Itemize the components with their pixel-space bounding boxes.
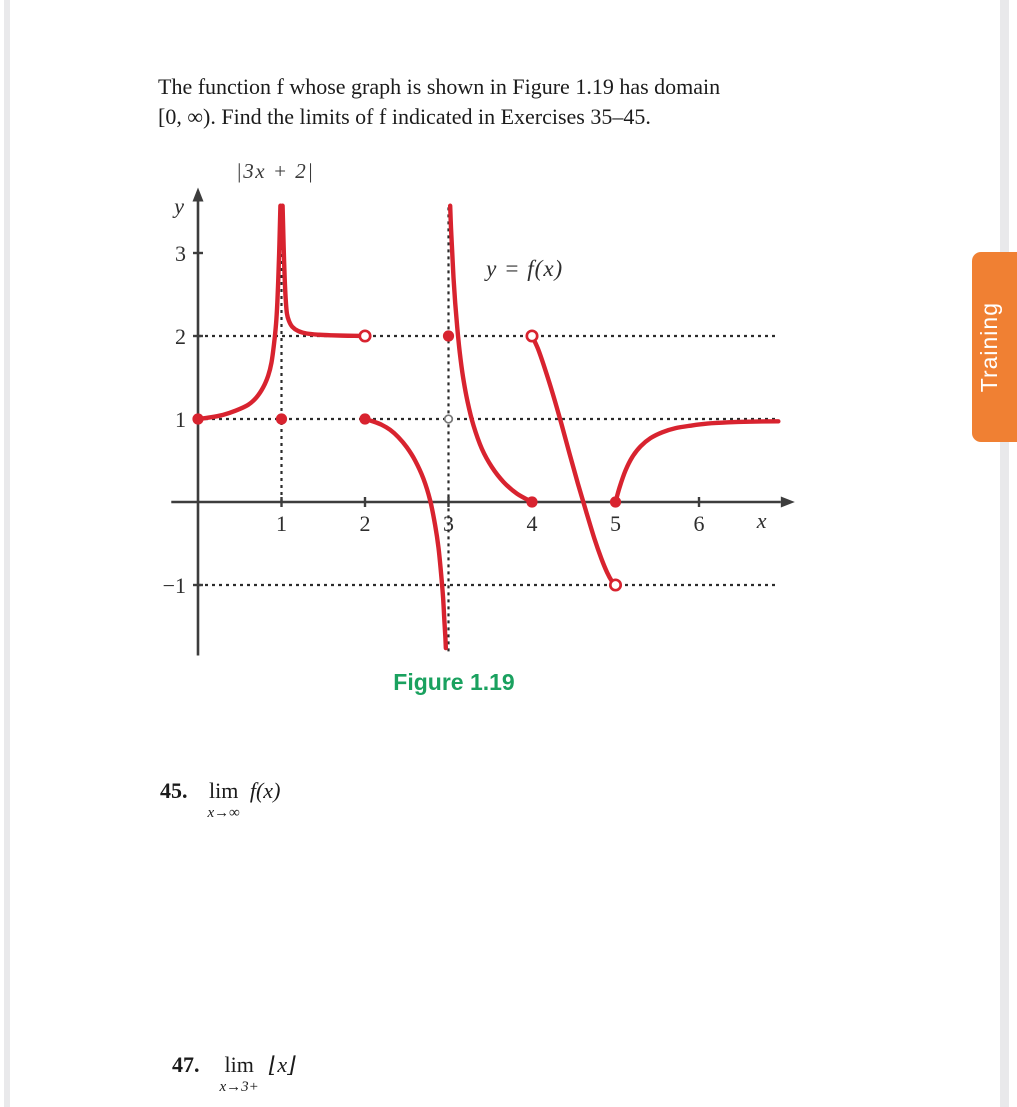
limit-operator: lim bbox=[224, 1052, 254, 1077]
axes bbox=[171, 188, 795, 656]
function-graph-svg bbox=[158, 175, 818, 670]
svg-text:3: 3 bbox=[175, 241, 186, 266]
curve-branch-3-to-4 bbox=[450, 206, 532, 502]
svg-text:3: 3 bbox=[443, 511, 454, 536]
curve-branch-0-to-1 bbox=[198, 206, 280, 419]
svg-text:y: y bbox=[174, 193, 184, 219]
exercise-47 bbox=[172, 1052, 296, 1095]
training-tab-label: Training bbox=[976, 301, 1002, 393]
curve-branch-2-to-3 bbox=[365, 419, 446, 648]
limit-operator: lim bbox=[209, 778, 239, 803]
curve-equation-label: y = f(x) bbox=[486, 256, 564, 282]
figure-graph bbox=[158, 175, 818, 670]
open-point bbox=[610, 580, 620, 590]
cropped-formula-text: |3x + 2| bbox=[236, 159, 315, 183]
open-gray-point bbox=[445, 415, 453, 423]
svg-text:4: 4 bbox=[526, 511, 538, 536]
exercise-45 bbox=[160, 778, 280, 821]
limit-subscript: x→3+ bbox=[219, 1079, 259, 1095]
svg-text:5: 5 bbox=[610, 511, 621, 536]
page-edge-right bbox=[1000, 0, 1009, 1107]
exercise-45-expression: f(x) bbox=[249, 778, 281, 803]
intro-paragraph bbox=[158, 72, 818, 132]
exercise-45-limit bbox=[208, 778, 240, 821]
svg-text:2: 2 bbox=[175, 324, 186, 349]
exercise-47-expression: ⌊x⌋ bbox=[268, 1052, 296, 1077]
open-point bbox=[527, 331, 537, 341]
svg-text:x: x bbox=[756, 508, 767, 533]
page-edge-left bbox=[4, 0, 10, 1107]
exercise-47-limit bbox=[220, 1052, 259, 1095]
svg-text:−1: −1 bbox=[162, 573, 186, 598]
figure-caption: Figure 1.19 bbox=[393, 669, 515, 695]
curve-branch-5-to-inf bbox=[616, 421, 779, 502]
closed-point bbox=[192, 413, 203, 424]
closed-point bbox=[359, 413, 370, 424]
limit-subscript: x→∞ bbox=[207, 805, 240, 821]
cropped-formula bbox=[236, 159, 356, 186]
closed-point bbox=[526, 496, 537, 507]
curve-branch-4-to-5 bbox=[532, 336, 616, 585]
svg-text:6: 6 bbox=[693, 511, 705, 536]
exercise-45-number: 45. bbox=[160, 778, 188, 803]
svg-text:1: 1 bbox=[276, 511, 287, 536]
svg-text:2: 2 bbox=[359, 511, 371, 536]
open-point bbox=[360, 331, 370, 341]
exercise-47-number: 47. bbox=[172, 1052, 200, 1077]
svg-text:1: 1 bbox=[175, 407, 186, 432]
point-markers bbox=[192, 330, 621, 590]
closed-point bbox=[610, 496, 621, 507]
training-tab[interactable] bbox=[972, 252, 1017, 442]
intro-line-1: The function f whose graph is shown in Figure 1.19 has domain bbox=[158, 74, 721, 99]
intro-line-2: [0, ∞). Find the limits of f indicated in Exercises 35–45. bbox=[158, 104, 651, 129]
closed-point bbox=[443, 330, 454, 341]
closed-point bbox=[276, 413, 287, 424]
curve-branch-1-to-2 bbox=[283, 206, 365, 336]
